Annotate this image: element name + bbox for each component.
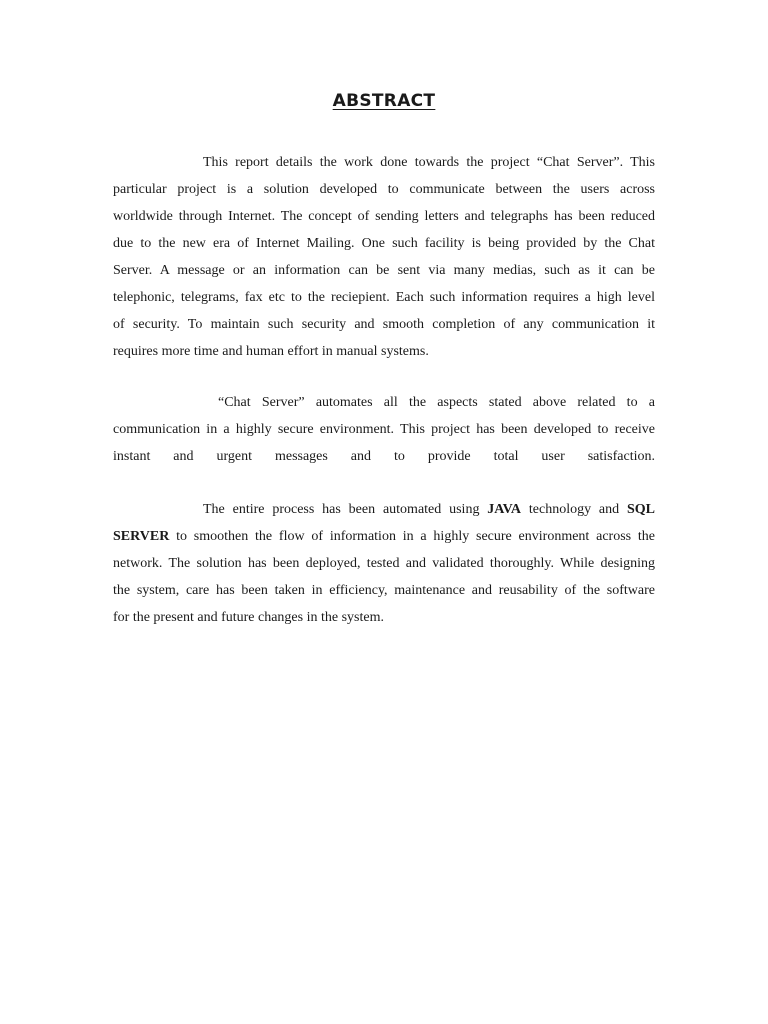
- sql-term: SQL: [627, 502, 656, 517]
- paragraph-line: [113, 496, 655, 523]
- abstract-paragraph-2: [113, 389, 655, 470]
- abstract-paragraph-3: [113, 496, 655, 631]
- paragraph-line: “Chat Server” automates all the aspects stated above related to a: [218, 395, 655, 410]
- paragraph-line: requires more time and human effort in manual systems.: [113, 344, 429, 359]
- paragraph-line: for the present and future changes in the system.: [113, 610, 384, 625]
- paragraph-text: The entire process has been automated using: [203, 502, 488, 517]
- paragraph-text: to smoothen the flow of information in a highly secure environment across the: [169, 529, 655, 544]
- paragraph-line: the system, care has been taken in efficiency, maintenance and reusability of the software: [113, 583, 655, 598]
- paragraph-line: network. The solution has been deployed, tested and validated thoroughly. While designing: [113, 556, 655, 571]
- paragraph-line: This report details the work done towards the project “Chat Server”. This: [203, 155, 655, 170]
- paragraph-line: communication in a highly secure environment. This project has been developed to receive: [113, 422, 655, 437]
- paragraph-line: of security. To maintain such security and smooth completion of any communication it: [113, 317, 655, 332]
- paragraph-text: technology and: [521, 502, 627, 517]
- paragraph-line: worldwide through Internet. The concept of sending letters and telegraphs has been reduced: [113, 209, 655, 224]
- paragraph-line: Server. A message or an information can be sent via many medias, such as it can be: [113, 263, 655, 278]
- server-term: SERVER: [113, 529, 170, 544]
- paragraph-line: instant and urgent messages and to provide total user satisfaction.: [113, 449, 655, 464]
- paragraph-line: telephonic, telegrams, fax etc to the reciepient. Each such information requires a high level: [113, 290, 655, 305]
- java-term: JAVA: [487, 502, 522, 517]
- paragraph-line: particular project is a solution developed to communicate between the users across: [113, 182, 655, 197]
- paragraph-line: [113, 523, 655, 550]
- paragraph-line: due to the new era of Internet Mailing. One such facility is being provided by the Chat: [113, 236, 655, 251]
- abstract-paragraph-1: [113, 149, 655, 365]
- page-title: ABSTRACT: [332, 91, 436, 111]
